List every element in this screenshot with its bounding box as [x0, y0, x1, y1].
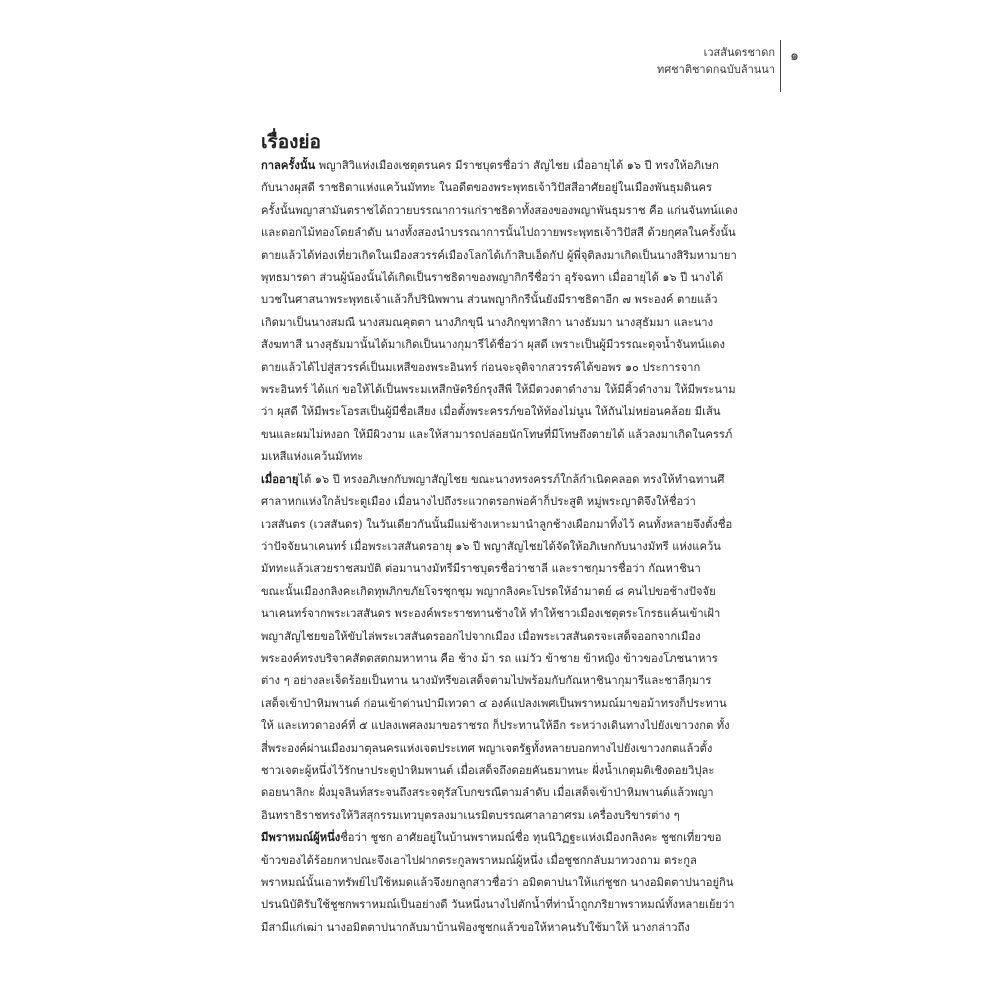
text-line: พระอินทร์ ได้แก่ ขอให้ได้เป็นพระมเหสีกษัตริย์กรุงสีพี ให้มีดวงตาดำงาม ให้มีคิ้วดำงาม ให้มีพระนาม	[261, 383, 736, 397]
paragraph-2	[261, 469, 781, 828]
text-line: ว่า ผุสดี ให้มีพระโอรสเป็นผู้มีชื่อเสียง เมื่อตั้งพระครรภ์ขอให้ท้องไม่นูน ให้ถันไม่หย่อนคล้อย มีเส้น	[261, 405, 721, 419]
paragraph-lead: มีพราหมณ์ผู้หนึ่ง	[261, 831, 341, 845]
header-divider	[780, 40, 781, 92]
text-line: สังฆทาสี นางสุธัมมานั้นได้มาเกิดเป็นนางกุมารีได้ชื่อว่า ผุสดี เพราะเป็นผู้มีวรรณะดุจน้ำจันทน์แดง	[261, 338, 725, 352]
text-line: ให้ และเทวดาองค์ที่ ๕ แปลงเพศลงมาขอราชรถ ก็ประทานให้อีก ระหว่างเดินทางไปยังเขาวงกต ทั้ง	[261, 719, 730, 733]
text-line: มเหสีแห่งแคว้นมัททะ	[261, 450, 364, 464]
text-line: ขณะนั้นเมืองกลิงคะเกิดทุพภิกขภัยโจรชุกชุม พญากลิงคะโปรดให้อำมาตย์ ๘ คนไปขอช้างปัจจัย	[261, 584, 716, 598]
text-line: พุทธมารดา ส่วนผู้น้องนั้นได้เกิดเป็นราชธิดาของพญากิกรีชื่อว่า อุรัจฉทา เมื่ออายุได้ ๑๖ ปี นางได้	[261, 271, 724, 285]
paragraph-3	[261, 827, 781, 939]
text-line: ปรนนิบัติรับใช้ชูชกพราหมณ์เป็นอย่างดี วันหนึ่งนางไปตักน้ำที่ท่าน้ำถูกภริยาพราหมณ์ทั้งหลายเย้ยว่า	[261, 898, 735, 912]
article-title: เรื่องย่อ	[261, 131, 321, 153]
paragraph-1	[261, 155, 781, 469]
text-line: ครั้งนั้นพญาสามันตราชได้ถวายบรรณาการแก่ราชธิดาทั้งสองของพญาพันธุมราช คือ แก่นจันทน์แดง	[261, 203, 738, 217]
text-line: ตายแล้วได้ไปสู่สวรรค์เป็นมเหสีของพระอินทร์ ก่อนจะจุติจากสวรรค์ได้ขอพร ๑๐ ประการจาก	[261, 360, 701, 374]
text-line: สี่พระองค์ผ่านเมืองมาตุลนครแห่งเจตประเทศ พญาเจตรัฐทั้งหลายบอกทางไปยังเขาวงกตแล้วตั้ง	[261, 741, 713, 755]
text-line: มีสามีแก่เฒ่า นางอมิตตาปนากลับมาบ้านฟ้องชูชกแล้วขอให้หาคนรับใช้มาให้ นางกล่าวถึง	[261, 920, 690, 934]
text-line: มัททะแล้วเสวยราชสมบัติ ต่อมานางมัทรีมีราชบุตรชื่อว่าชาลี และราชกุมารชื่อว่า กัณหาชินา	[261, 562, 701, 576]
text-line: เกิดมาเป็นนางสมณี นางสมณคุตตา นางภิกขุนี นางภิกขุทาสิกา นางธัมมา นางสุธัมมา และนาง	[261, 315, 714, 329]
running-header	[630, 44, 775, 78]
text-line: เสด็จเข้าป่าหิมพานต์ ก่อนเข้าด่านป่ามีเทวดา ๔ องค์แปลงเพศเป็นพราหมณ์มาขอม้าทรงก็ประทาน	[261, 696, 727, 710]
text-line: ชาวเจตะผู้หนึ่งไว้รักษาประตูป่าหิมพานต์ เมื่อเสด็จถึงดอยคันธมาทนะ ฝั่งน้ำเกตุมติเชิงดอยวิปุละ	[261, 763, 715, 777]
text-line: เมื่ออายุได้ ๑๖ ปี ทรงอภิเษกกับพญาสัญไชย ขณะนางทรงครรภ์ใกล้กำเนิดคลอด ทรงให้ทำฉทานศึ	[261, 472, 725, 486]
text-line: พราหมณ์นั้นเอาทรัพย์ไปใช้หมดแล้วจึงยกลูกสาวชื่อว่า อมิตตาปนาให้แก่ชูชก นางอมิตตาปนาอยู่กิน	[261, 876, 734, 889]
text-line: ต่าง ๆ อย่างละเจ็ดร้อยเป็นทาน นางมัทรีขอเสด็จตามไปพร้อมกับกัณหาชินากุมารีและชาลีกุมาร	[261, 674, 712, 688]
text-line: ดอยนาลิกะ ฝั่งมุจลินท์สระจนถึงสระจตุรัสโบกขรณีตามลำดับ เมื่อเสด็จเข้าป่าหิมพานต์แล้วพญา	[261, 786, 714, 800]
paragraph-lead: เมื่ออายุ	[261, 472, 299, 486]
text-line: พระองค์ทรงบริจาคสัตตสตกมหาทาน คือ ช้าง ม้า รถ แม่วัว ข้าชาย ข้าหญิง ข้าวของโภชนาหาร	[261, 651, 718, 665]
text-line: กาลครั้งนั้น พญาสิวิแห่งเมืองเชตุตรนคร มีราชบุตรชื่อว่า สัญไชย เมื่ออายุได้ ๑๖ ปี ทรงให้อภิเษก	[261, 159, 719, 172]
paragraph-lead: กาลครั้งนั้น	[261, 159, 316, 172]
text-line: นาเคนทร์จากพระเวสสันดร พระองค์พระราชทานช้างให้ ทำให้ชาวเมืองเชตุตระโกรธแค้นเข้าเฝ้า	[261, 607, 721, 621]
text-line: ตายแล้วได้ท่องเที่ยวเกิดในเมืองสวรรค์เมืองโลกได้เก้าสิบเอ็ดกัป ผู้พี่จุติลงมาเกิดเป็นนางสิริมหามายา	[261, 248, 737, 262]
text-line: มีพราหมณ์ผู้หนึ่งชื่อว่า ชูชก อาศัยอยู่ในบ้านพราหมณ์ชื่อ ทุนนิวิฏฐะแห่งเมืองกลิงคะ ชูชกเที่ยวขอ	[261, 831, 722, 845]
text-line: ศาลาหกแห่งใกล้ประตูเมือง เมื่อนางไปถึงระแวกตรอกพ่อค้าก็ประสูติ หมู่พระญาติจึงให้ชื่อว่า	[261, 495, 696, 509]
text-line: บวชในศาสนาพระพุทธเจ้าแล้วก็ปรินิพพาน ส่วนพญากิกรีนั้นยังมีราชธิดาอีก ๗ พระองค์ ตายแล้ว	[261, 293, 718, 307]
text-line: และดอกไม้ทองโดยลำดับ นางทั้งสองนำบรรณาการนั้นไปถวายพระพุทธเจ้าวิปัสสี ด้วยกุศลในครั้งนั้น	[261, 226, 736, 240]
text-line: ว่าปัจจัยนาเคนทร์ เมื่อพระเวสสันดรอายุ ๑๖ ปี พญาสัญไชยได้จัดให้อภิเษกกับนางมัทรี แห่งแคว้น	[261, 539, 721, 553]
text-line: ข้าวของได้ร้อยกหาปณะจึงเอาไปฝากตระกูลพราหมณ์ผู้หนึ่ง เมื่อชูชกกลับมาทวงถาม ตระกูล	[261, 853, 697, 867]
book-subtitle: ทศชาติชาดกฉบับล้านนา	[656, 63, 775, 76]
text-line: อินทราธิราชทรงให้วิสสุกรรมเทวบุตรลงมาเนรมิตบรรณศาลาอาศรม เครื่องบริขารต่าง ๆ	[261, 808, 680, 822]
text-line: กับนางผุสดี ราชธิดาแห่งแคว้นมัททะ ในอดีตของพระพุทธเจ้าวิปัสสีอาศัยอยู่ในเมืองพันธุมดินคร	[261, 181, 713, 195]
article-body	[261, 129, 781, 939]
page-number: ๑	[790, 48, 799, 64]
book-title: เวสสันดรชาดก	[703, 46, 775, 59]
text-line: ขนและผมไม่หงอก ให้มีผิวงาม และให้สามารถปล่อยนักโทษที่มีโทษถึงตายได้ แล้วลงมาเกิดในครรภ์	[261, 427, 733, 441]
text-line: เวสสันตร (เวสสันดร) ในวันเดียวกันนั้นมีแม่ช้างเหาะมานำลูกช้างเผือกมาทิ้งไว้ คนทั้งหลายจึงตั้งชื่อ	[261, 517, 733, 531]
text-line: พญาสัญไชยขอให้ขับไล่พระเวสสันดรออกไปจากเมือง เมื่อพระเวสสันดรจะเสด็จออกจากเมือง	[261, 629, 701, 643]
